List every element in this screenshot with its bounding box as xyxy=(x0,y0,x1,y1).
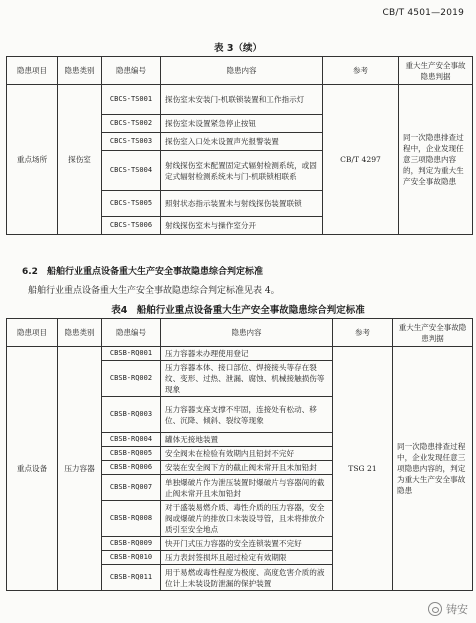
hazard-content: 探伤室未设置紧急停止按钮 xyxy=(161,115,323,133)
hazard-content: 压力容器支座支撑不牢固，连接处有松动、移位、沉降、倾斜、裂纹等现象 xyxy=(161,397,333,433)
hazard-code: CBSB-RQ010 xyxy=(102,551,161,565)
hazard-category: 探伤室 xyxy=(58,85,102,235)
hazard-content: 压力容器未办理使用登记 xyxy=(161,347,333,361)
hazard-content: 对于盛装易燃介质、毒性介质的压力容器，安全阀或爆破片的排放口未装设导管，且未将排放介质引至安全地点 xyxy=(161,501,333,537)
hazard-criterion: 同一次隐患排查过程中，企业发现任意三项隐患内容的，判定为重大生产安全事故隐患 xyxy=(393,347,473,591)
hazard-content: 用于易燃或毒性程度为极度、高度危害介质的液位计上未装设防泄漏的保护装置 xyxy=(161,565,333,591)
header-content: 隐患内容 xyxy=(161,319,333,347)
watermark xyxy=(428,601,468,617)
header-code: 隐患编号 xyxy=(102,57,161,85)
hazard-content: 罐体无接地装置 xyxy=(161,433,333,447)
section-body: 船舶行业重点设备重大生产安全事故隐患综合判定标准见表 4。 xyxy=(28,286,280,296)
hazard-content: 压力容器本体、接口部位、焊接接头等存在裂纹、变形、过热、泄漏、腐蚀、机械接触损伤等现象 xyxy=(161,361,333,397)
hazard-content: 压力表封签损坏且超过检定有效期限 xyxy=(161,551,333,565)
hazard-item: 重点设备 xyxy=(7,347,58,591)
header-code: 隐患编号 xyxy=(102,319,161,347)
hazard-criterion: 同一次隐患排查过程中，企业发现任意三项隐患内容的，判定为重大生产安全事故隐患 xyxy=(399,85,473,235)
table-row xyxy=(7,347,473,361)
table3 xyxy=(6,56,473,235)
hazard-code: CBSB-RQ002 xyxy=(102,361,161,397)
hazard-content: 射线探伤室未与操作室分开 xyxy=(161,217,323,235)
hazard-code: CBSB-RQ004 xyxy=(102,433,161,447)
header-reference: 参考 xyxy=(333,319,393,347)
header-criterion: 重大生产安全事故隐患判据 xyxy=(399,57,473,85)
hazard-code: CBSB-RQ007 xyxy=(102,475,161,501)
header-item: 隐患项目 xyxy=(7,319,58,347)
hazard-content: 快开门式压力容器的安全连锁装置不完好 xyxy=(161,537,333,551)
hazard-code: CBSB-RQ003 xyxy=(102,397,161,433)
hazard-content: 安全阀未在检验有效期内且铅封不完好 xyxy=(161,447,333,461)
hazard-content: 探伤室入口处未设置声光报警装置 xyxy=(161,133,323,151)
header-item: 隐患项目 xyxy=(7,57,58,85)
hazard-code: CBSB-RQ008 xyxy=(102,501,161,537)
hazard-item: 重点场所 xyxy=(7,85,58,235)
hazard-code: CBSB-RQ005 xyxy=(102,447,161,461)
hazard-code: CBCS-TS001 xyxy=(102,85,161,115)
wechat-icon xyxy=(428,602,442,616)
hazard-code: CBCS-TS003 xyxy=(102,133,161,151)
table3-caption: 表 3（续） xyxy=(214,43,262,54)
hazard-code: CBCS-TS002 xyxy=(102,115,161,133)
hazard-content: 安装在安全阀下方的截止阀未常开且未加铅封 xyxy=(161,461,333,475)
table4-caption: 表4 船舶行业重点设备重大生产安全事故隐患综合判定标准 xyxy=(111,305,365,316)
hazard-content: 照射状态指示装置未与射线探伤装置联锁 xyxy=(161,191,323,217)
hazard-code: CBSB-RQ011 xyxy=(102,565,161,591)
hazard-content: 射线探伤室未配置固定式辐射检测系统，或固定式辐射检测系统未与门-机联锁相联系 xyxy=(161,151,323,191)
header-category: 隐患类别 xyxy=(58,57,102,85)
hazard-content: 单独爆破片作为泄压装置时爆破片与容器间的截止阀未常开且未加铅封 xyxy=(161,475,333,501)
table-row xyxy=(7,85,473,115)
header-reference: 参考 xyxy=(323,57,399,85)
header-content: 隐患内容 xyxy=(161,57,323,85)
hazard-reference: TSG 21 xyxy=(333,347,393,591)
page-id: CB/T 4501—2019 xyxy=(382,8,464,18)
hazard-code: CBCS-TS005 xyxy=(102,191,161,217)
hazard-content: 探伤室未安装门-机联锁装置和工作指示灯 xyxy=(161,85,323,115)
table3-header-row xyxy=(7,57,473,85)
watermark-text: 铸安 xyxy=(446,603,468,616)
hazard-code: CBCS-TS006 xyxy=(102,217,161,235)
section-heading: 6.2 船舶行业重点设备重大生产安全事故隐患综合判定标准 xyxy=(22,267,263,277)
hazard-code: CBSB-RQ001 xyxy=(102,347,161,361)
header-category: 隐患类别 xyxy=(58,319,102,347)
hazard-code: CBCS-TS004 xyxy=(102,151,161,191)
hazard-code: CBSB-RQ006 xyxy=(102,461,161,475)
table4-header-row xyxy=(7,319,473,347)
hazard-category: 压力容器 xyxy=(58,347,102,591)
hazard-reference: CB/T 4297 xyxy=(323,85,399,235)
hazard-code: CBSB-RQ009 xyxy=(102,537,161,551)
table4 xyxy=(6,318,473,591)
header-criterion: 重大生产安全事故隐患判据 xyxy=(393,319,473,347)
